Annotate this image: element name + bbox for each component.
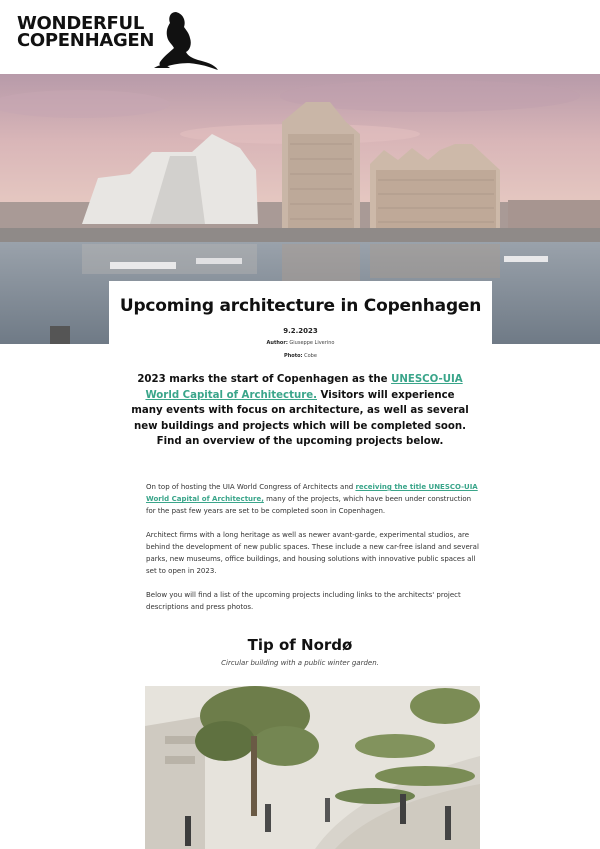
logo-link[interactable] — [17, 15, 154, 49]
p1-text-2: many of the projects, which have been under construction for the past few years are set to be completed soon in Copenhagen. — [146, 495, 472, 515]
body-paragraph-3: Below you will find a list of the upcoming projects including links to the architects' project descriptions and press photos. — [146, 591, 461, 611]
intro-paragraph — [130, 372, 470, 450]
unesco-link[interactable]: UNESCO-UIA World Capital of Architecture. — [145, 374, 463, 401]
body-paragraph-1 — [146, 481, 481, 517]
winter-garden-image — [145, 686, 480, 849]
logo-line-1: WONDERFUL — [17, 13, 145, 34]
article-photo-credit — [109, 353, 492, 359]
article-date: 9.2.2023 — [283, 327, 318, 335]
author-name: Giuseppe Liverino — [289, 340, 335, 346]
section-heading: Tip of Nordø — [247, 636, 353, 654]
intro-text-2: Visitors will experience many events with focus on architecture, as well as several new buildings and projects which will be completed soon. Find an overview of the upcoming projects below. — [131, 389, 469, 448]
article-author — [109, 340, 492, 346]
body-paragraph-2: Architect firms with a long heritage as well as newer avant-garde, experimental studios, are behind the development of new public spaces. These include a new car-free island and several parks, new museums, office buildings, and housing solutions with innovative public spaces all set to open in 2023. — [146, 531, 479, 575]
page-title: Upcoming architecture in Copenhagen — [119, 296, 482, 316]
article-header-card — [109, 281, 492, 373]
section-subtitle: Circular building with a public winter garden. — [221, 659, 379, 667]
p1-text-1: On top of hosting the UIA World Congress of Architects and — [146, 483, 356, 491]
mermaid-icon — [146, 6, 222, 72]
author-label: Author: — [266, 340, 288, 346]
logo-line-2: COPENHAGEN — [17, 30, 155, 51]
intro-text-1: 2023 marks the start of Copenhagen as the — [137, 374, 392, 385]
site-header — [0, 0, 600, 74]
photo-credit-name: Cobe — [304, 353, 317, 359]
unesco-title-link[interactable]: receiving the title UNESCO-UIA World Capital of Architecture, — [146, 483, 478, 503]
photo-label: Photo: — [284, 353, 303, 359]
